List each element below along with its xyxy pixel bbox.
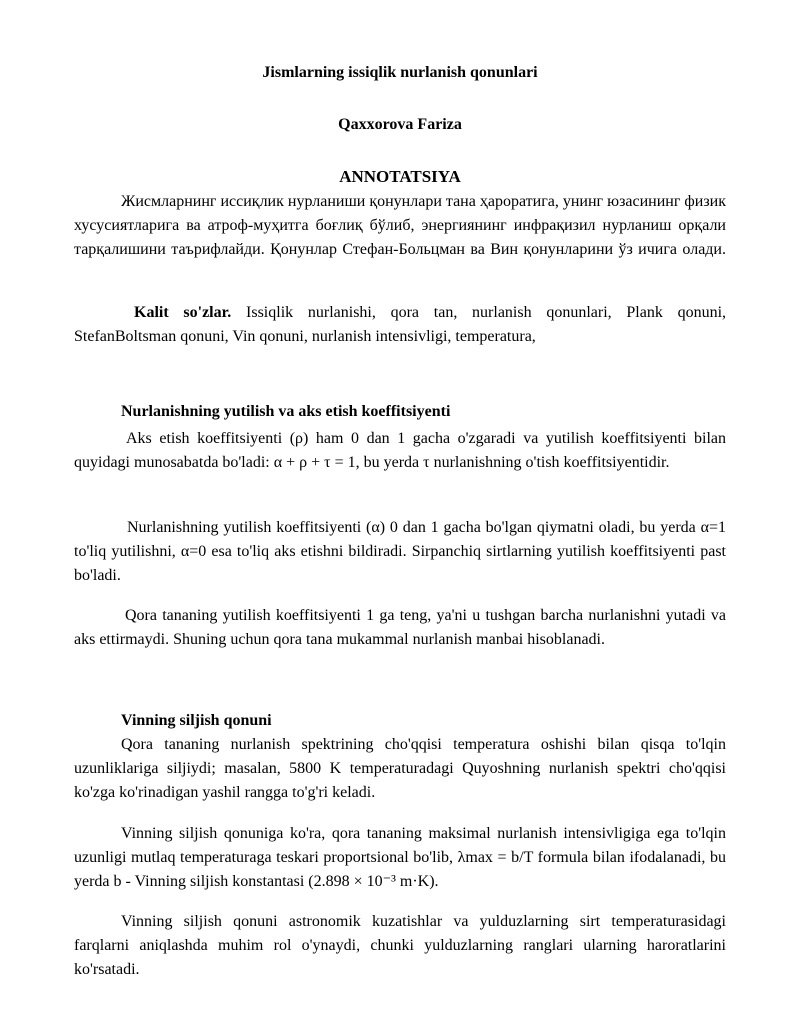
keywords-paragraph: [74, 301, 726, 349]
wien-paragraph-3: Vinning siljish qonuni astronomik kuzatishlar va yulduzlarning sirt temperaturasidagi farqlarni aniqlashda muhim rol o'ynaydi, chunki yulduzlarning ranglari ularning haroratlarini ko'rsatadi.: [74, 913, 726, 978]
section-heading-absorption: Nurlanishning yutilish va aks etish koeffitsiyenti: [121, 403, 451, 420]
annotation-heading: ANNOTATSIYA: [339, 167, 461, 186]
keywords-text: Issiqlik nurlanishi, qora tan, nurlanish qonunlari, Plank qonuni, StefanBoltsman qonuni, Vin qonuni, nurlanish intensivligi, temperatura,: [74, 304, 727, 345]
wien-paragraph-2: Vinning siljish qonuniga ko'ra, qora tananing maksimal nurlanish intensivligiga ega to'lqin uzunligi mutlaq temperaturaga teskari proportsional bo'lib, λmax = b/T formula bilan ifodalanadi, bu yerda b - Vinning siljish konstantasi (2.898 × 10⁻³ m·K).: [74, 825, 726, 890]
absorption-paragraph-3: Qora tananing yutilish koeffitsiyenti 1 ga teng, ya'ni u tushgan barcha nurlanishni yutadi va aks ettirmaydi. Shuning uchun qora tana mukammal nurlanish manbai hisoblanadi.: [74, 607, 726, 648]
wien-paragraph-1: Qora tananing nurlanish spektrining cho'qqisi temperatura oshishi bilan qisqa to'lqin uzunliklariga siljiydi; masalan, 5800 K temperaturadagi Quyoshning nurlanish spektri cho'qqisi ko'zga ko'rinadigan yashil rangga to'g'ri keladi.: [74, 736, 726, 801]
annotation-paragraph: [74, 190, 726, 262]
absorption-paragraph-2: Nurlanishning yutilish koeffitsiyenti (α) 0 dan 1 gacha bo'lgan qiymatni oladi, bu yerda α=1 to'liq yutilishni, α=0 esa to'liq aks etishni bildiradi. Sirpanchiq sirtlarning yutilish koeffitsiyenti past bo'ladi.: [74, 519, 726, 584]
document-title: Jismlarning issiqlik nurlanish qonunlari: [262, 64, 538, 81]
section-heading-wien: Vinning siljish qonuni: [121, 712, 272, 729]
author-name: Qaxxorova Fariza: [338, 116, 462, 133]
absorption-paragraph-1: Aks etish koeffitsiyenti (ρ) ham 0 dan 1 gacha o'zgaradi va yutilish koeffitsiyenti bilan quyidagi munosabatda bo'ladi: α + ρ + τ = 1, bu yerda τ nurlanishning o'tish koeffitsiyentidir.: [74, 430, 726, 471]
keywords-label: Kalit so'zlar.: [134, 304, 232, 321]
annotation-text: Жисмларнинг иссиқлик нурланиши қонунлари тана ҳароратига, унинг юзасининг физик хусусиятларига ва атроф-муҳитга боғлиқ бўлиб, энергиянинг инфрақизил нурланиш орқали тарқалишини таърифлайди. Қонунлар Стефан-Больцман ва Вин қонунларини ўз ичига олади.: [74, 193, 726, 258]
